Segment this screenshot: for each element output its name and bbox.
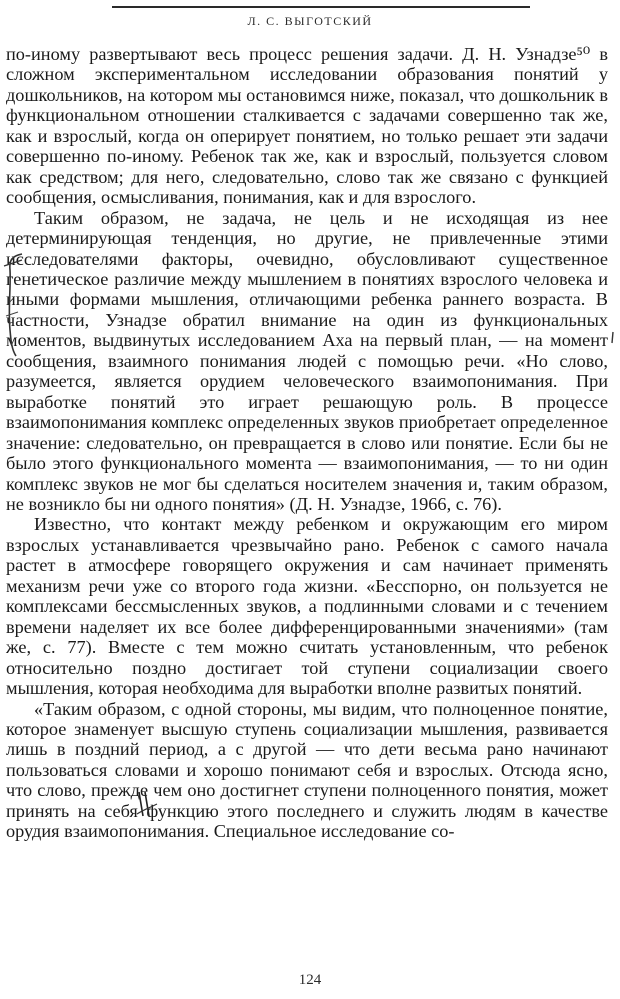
paragraph-4: «Таким образом, с одной стороны, мы видим, что полноценное понятие, которое знаменует высшую ступень социализации мышления, развивается лишь в поздний период, а с другой — что дети весьма рано начинают пользоваться словами и хорошо понимают себя и взрослых. Отсюда ясно, что слово, прежде чем оно достигнет ступени полноценного понятия, может принять на себя функцию этого последнего и служить людям в качестве орудия взаимопонимания. Специальное исследование со-	[6, 698, 608, 842]
page-number: 124	[298, 972, 322, 988]
paragraph-3: Известно, что контакт между ребенком и окружающим его миром взрослых устанавливается чрезвычайно рано. Ребенок с самого начала растет в атмосфере говорящего окружения и сам начинает применять механизм речи уже со второго года жизни. «Бесспорно, он пользуется не комплексами бессмысленных звуков, а подлинными словами и с течением времени наделяет их все более дифференцированными значениями» (там же, с. 77). Вместе с тем можно считать установленным, что ребенок относительно поздно достигает той ступени социализации своего мышления, которая необходима для выработки вполне развитых понятий.	[6, 514, 608, 699]
top-rule	[112, 6, 530, 8]
running-head: Л. С. ВЫГОТСКИЙ	[247, 14, 373, 28]
paragraph-1: по-иному развертывают весь процесс решения задачи. Д. Н. Узнадзе⁵⁰ в сложном экспериментальном исследовании образования понятий у дошкольников, на котором мы остановимся ниже, показал, что дошкольник в функциональном отношении сталкивается с задачами совершенно так же, как и взрослый, когда он оперирует понятием, но только решает эти задачи совершенно по-иному. Ребенок так же, как и взрослый, пользуется словом как средством; для него, следовательно, слово так же связано с функцией сообщения, осмысливания, понимания, как и для взрослого.	[6, 44, 608, 208]
paragraph-2: Таким образом, не задача, не цель и не исходящая из нее детерминирующая тенденция, но другие, не привлеченные этими исследователями факторы, очевидно, обусловливают существенное генетическое различие между мышлением в понятиях взрослого человека и иными формами мышления, отличающими ребенка раннего возраста. В частности, Узнадзе обратил внимание на один из функциональных моментов, выдвинутых исследованием Аха на первый план, — на момент сообщения, взаимного понимания людей с помощью речи. «Но слово, разумеется, является орудием человеческого взаимопонимания. При выработке понятий это играет решающую роль. В процессе взаимопонимания комплекс определенных звуков приобретает определенное значение: следовательно, он превращается в слово или понятие. Если бы не было этого функционального момента — взаимопонимания, — то ни один комплекс звуков не мог бы сделаться носителем значения и, таким образом, не возникло бы ни одного понятия» (Д. Н. Узнадзе, 1966, с. 76).	[6, 207, 608, 514]
body-text	[6, 44, 608, 842]
margin-dot-mark	[609, 331, 617, 345]
